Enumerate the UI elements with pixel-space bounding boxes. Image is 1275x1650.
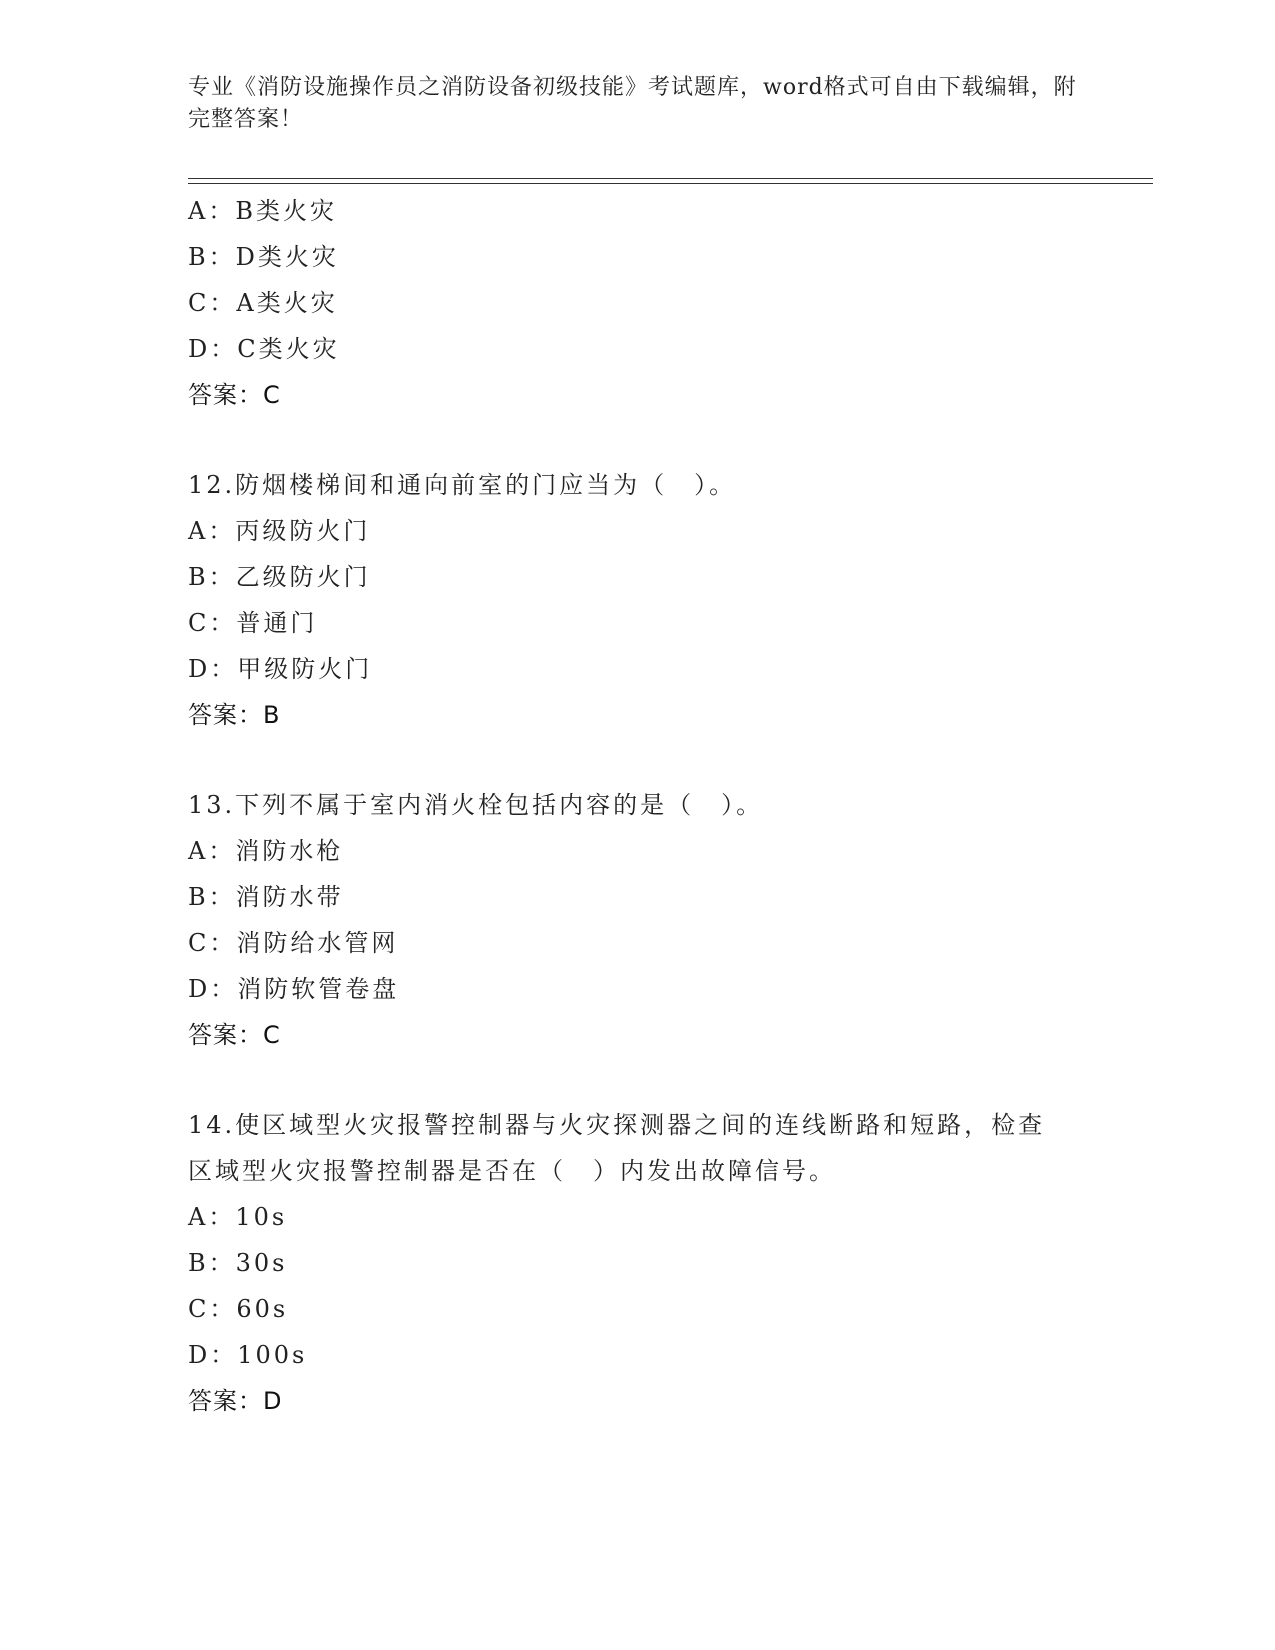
spacer <box>188 1058 1153 1102</box>
option-b: B：消防水带 <box>188 883 344 911</box>
header-divider-top <box>188 178 1153 179</box>
option-b: B：D类火灾 <box>188 243 339 271</box>
answer-label: 答案：C <box>188 1021 281 1049</box>
option-a: A：10s <box>188 1203 288 1231</box>
option-c: C：消防给水管网 <box>188 929 399 957</box>
option-d: D：消防软管卷盘 <box>188 975 400 1003</box>
question-text: 13.下列不属于室内消火栓包括内容的是（ ）。 <box>188 791 764 819</box>
option-d: D：甲级防火门 <box>188 655 373 683</box>
spacer <box>188 418 1153 462</box>
answer-label: 答案：C <box>188 381 281 409</box>
question-12 <box>188 462 1153 738</box>
option-c: C：普通门 <box>188 609 318 637</box>
question-14 <box>188 1102 1153 1424</box>
page-header: 专业《消防设施操作员之消防设备初级技能》考试题库，word格式可自由下载编辑，附完整答案！ <box>188 75 1077 132</box>
option-b: B：30s <box>188 1249 288 1277</box>
question-11 <box>188 188 1153 418</box>
option-c: C：A类火灾 <box>188 289 338 317</box>
question-text: 12.防烟楼梯间和通向前室的门应当为（ ）。 <box>188 471 737 499</box>
option-b: B：乙级防火门 <box>188 563 371 591</box>
question-list <box>188 188 1153 1424</box>
answer-label: 答案：B <box>188 701 281 729</box>
option-d: D：C类火灾 <box>188 335 340 363</box>
option-a: A：B类火灾 <box>188 197 337 225</box>
option-d: D：100s <box>188 1341 308 1369</box>
question-13 <box>188 782 1153 1058</box>
spacer <box>188 738 1153 782</box>
question-text: 14.使区域型火灾报警控制器与火灾探测器之间的连线断路和短路，检查区域型火灾报警控制器是否在（ ）内发出故障信号。 <box>188 1111 1046 1185</box>
header-divider-bottom <box>188 183 1153 184</box>
answer-label: 答案：D <box>188 1387 283 1415</box>
option-a: A：丙级防火门 <box>188 517 371 545</box>
option-a: A：消防水枪 <box>188 837 344 865</box>
option-c: C：60s <box>188 1295 289 1323</box>
